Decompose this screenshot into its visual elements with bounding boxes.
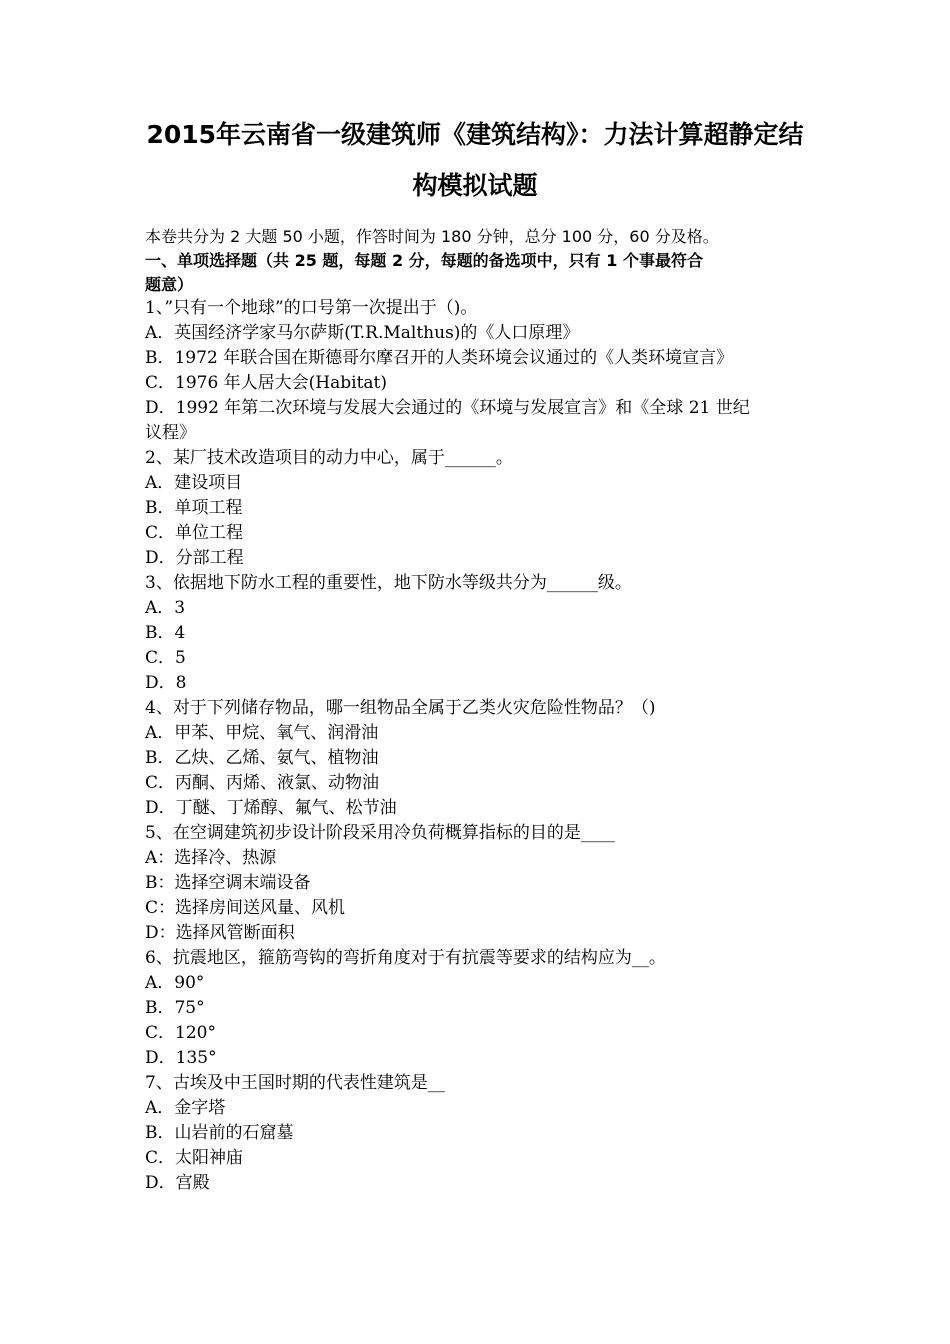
question-stem: 7、古埃及中王国时期的代表性建筑是__ (145, 1073, 445, 1093)
answer-option: B．4 (145, 623, 186, 643)
question-block (145, 571, 825, 696)
question-block (145, 1071, 825, 1196)
answer-option: C．丙酮、丙烯、液氯、动物油 (145, 773, 380, 793)
section-heading-line-1: 一、单项选择题（共 25 题，每题 2 分，每题的备选项中，只有 1 个事最符合 (145, 251, 703, 270)
answer-option: B．75° (145, 998, 205, 1018)
question-block (145, 946, 825, 1071)
document-title-line-1: 2015年云南省一级建筑师《建筑结构》：力法计算超静定结 (146, 120, 804, 149)
section-heading-line-2: 题意） (145, 275, 194, 294)
answer-option: D．丁醚、丁烯醇、氟气、松节油 (145, 798, 397, 818)
answer-option: A．英国经济学家马尔萨斯(T.R.Malthus)的《人口原理》 (145, 323, 580, 343)
answer-option: B．乙炔、乙烯、氨气、植物油 (145, 748, 379, 768)
answer-option: A．3 (145, 598, 186, 618)
question-stem: 3、依据地下防水工程的重要性，地下防水等级共分为______级。 (145, 573, 632, 593)
answer-option: C．单位工程 (145, 523, 244, 543)
answer-option: A．建设项目 (145, 473, 243, 493)
answer-option: C．太阳神庙 (145, 1148, 244, 1168)
answer-option: A：选择冷、热源 (145, 848, 277, 868)
question-block (145, 696, 825, 821)
section-heading (145, 249, 825, 297)
answer-option: 议程》 (145, 423, 196, 443)
question-stem: 2、某厂技术改造项目的动力中心，属于______。 (145, 448, 513, 468)
answer-option: C．1976 年人居大会(Habitat) (145, 373, 388, 393)
answer-option: C：选择房间送风量、风机 (145, 898, 346, 918)
answer-option: B．单项工程 (145, 498, 243, 518)
question-block (145, 296, 825, 446)
answer-option: D．8 (145, 673, 187, 693)
question-list (145, 296, 825, 1196)
answer-option: D：选择风管断面积 (145, 923, 295, 943)
question-block (145, 821, 825, 946)
question-stem: 6、抗震地区，箍筋弯钩的弯折角度对于有抗震等要求的结构应为__。 (145, 948, 666, 968)
answer-option: B．1972 年联合国在斯德哥尔摩召开的人类环境会议通过的《人类环境宣言》 (145, 348, 734, 368)
answer-option: B．山岩前的石窟墓 (145, 1123, 294, 1143)
answer-option: B：选择空调末端设备 (145, 873, 311, 893)
answer-option: D．1992 年第二次环境与发展大会通过的《环境与发展宣言》和《全球 21 世纪 (145, 398, 750, 418)
answer-option: D．宫殿 (145, 1173, 210, 1193)
question-stem: 4、对于下列储存物品，哪一组物品全属于乙类火灾危险性物品？（) (145, 698, 656, 718)
answer-option: A．甲苯、甲烷、氧气、润滑油 (145, 723, 379, 743)
document-title-line-2: 构模拟试题 (412, 171, 538, 200)
answer-option: D．135° (145, 1048, 217, 1068)
answer-option: A．90° (145, 973, 205, 993)
answer-option: C．5 (145, 648, 186, 668)
answer-option: A．金字塔 (145, 1098, 226, 1118)
question-stem: 5、在空调建筑初步设计阶段采用冷负荷概算指标的目的是____ (145, 823, 615, 843)
question-stem: 1、”只有一个地球”的口号第一次提出于（)。 (145, 298, 478, 318)
answer-option: C．120° (145, 1023, 216, 1043)
question-block (145, 446, 825, 571)
answer-option: D．分部工程 (145, 548, 244, 568)
exam-intro: 本卷共分为 2 大题 50 小题，作答时间为 180 分钟，总分 100 分，60 分及格。 (145, 227, 719, 246)
